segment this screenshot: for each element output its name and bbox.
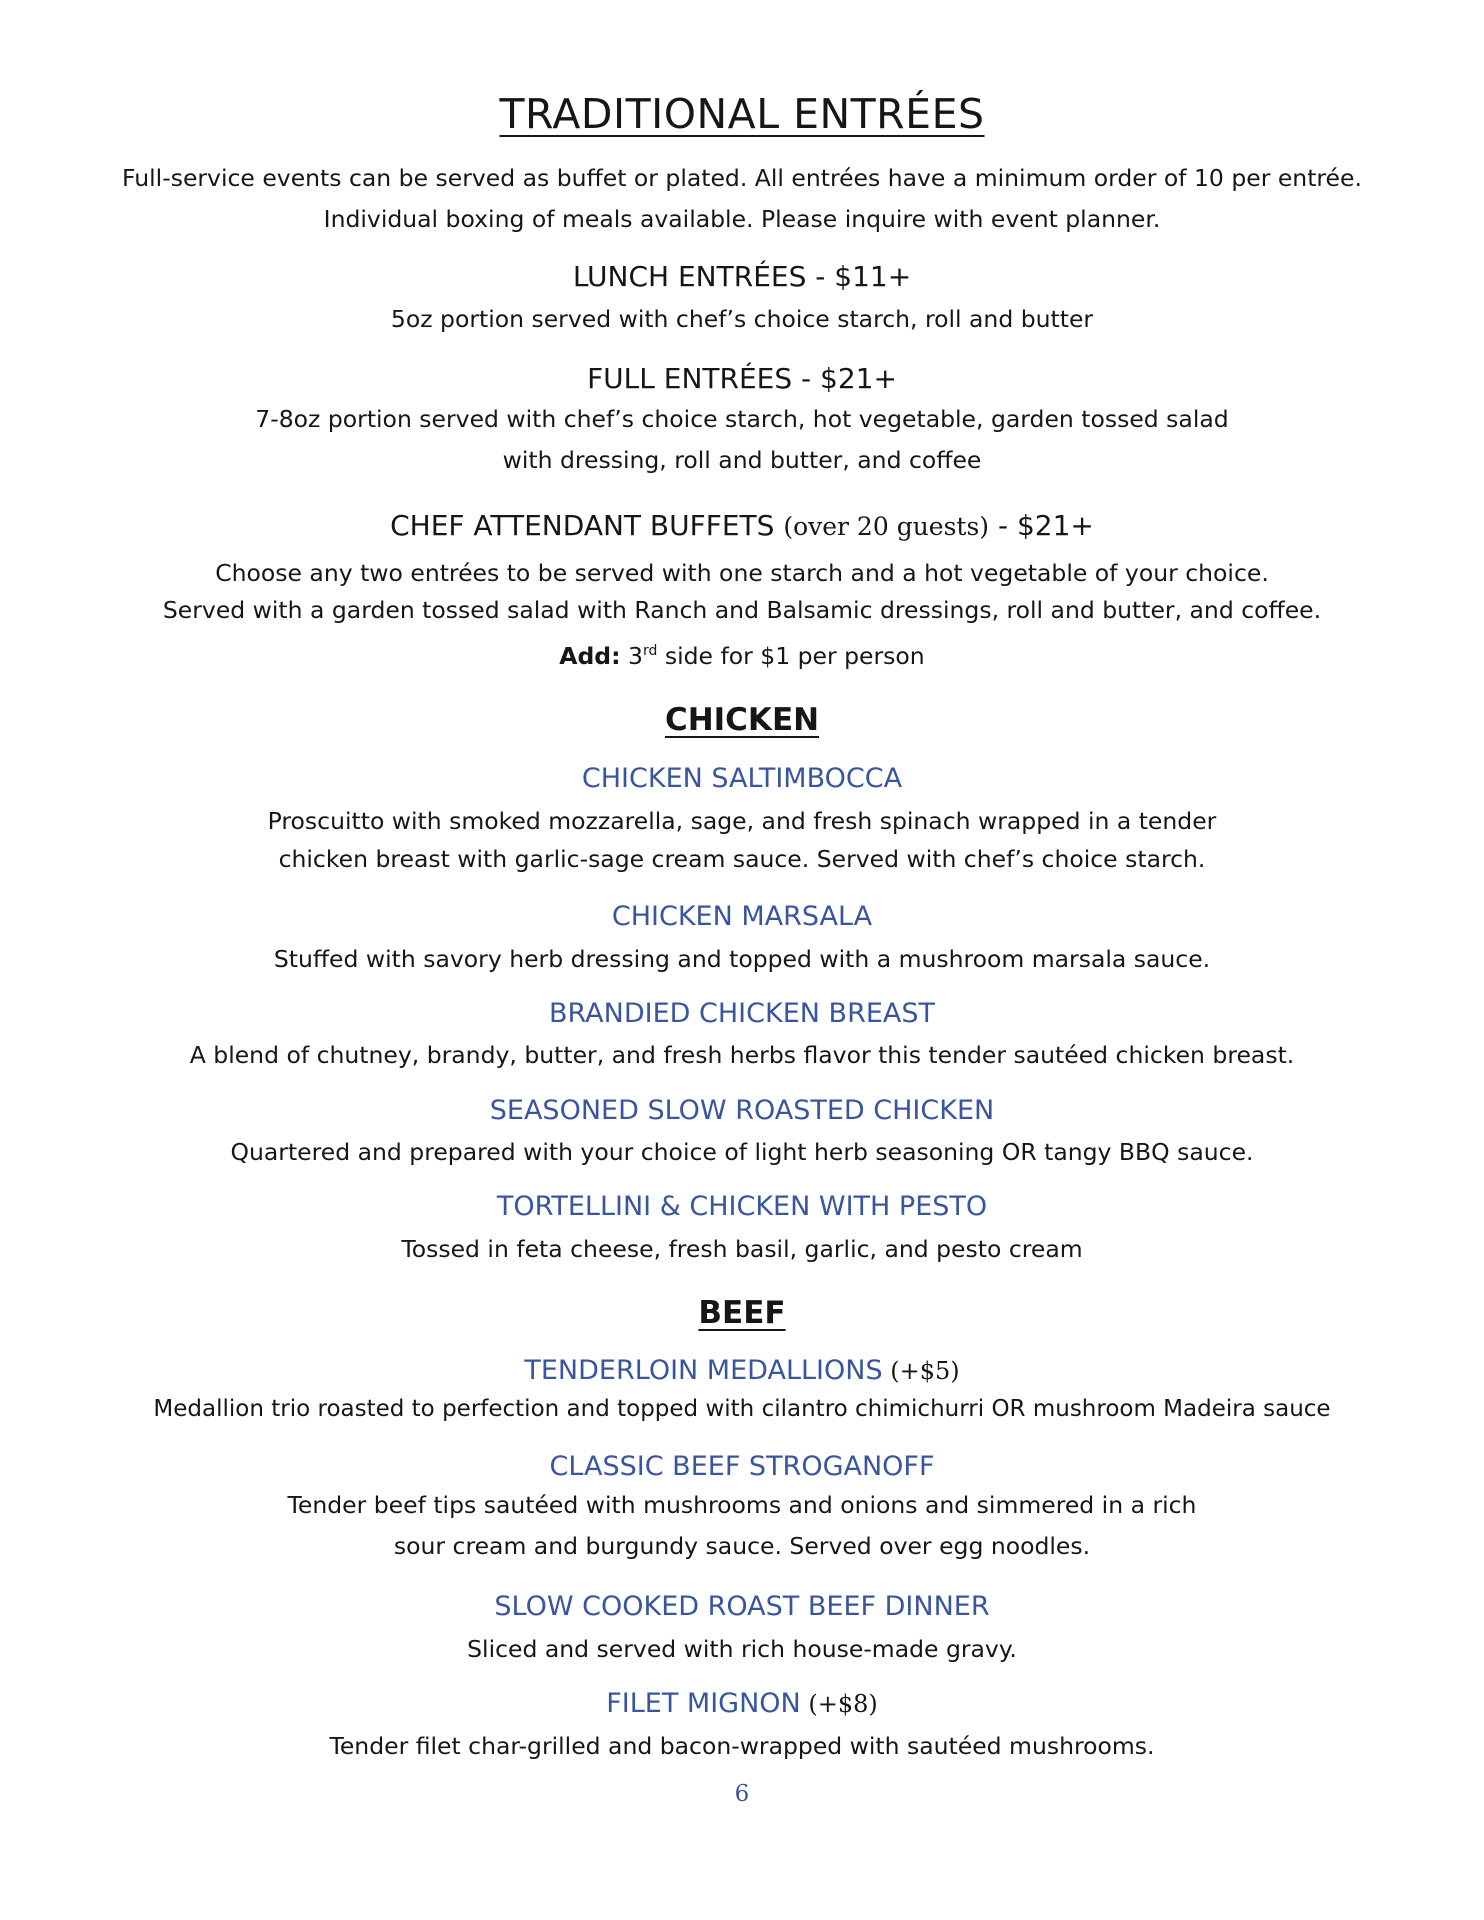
buffet-add-line — [0, 641, 1484, 671]
beef-item-2-name: CLASSIC BEEF STROGANOFF — [549, 1451, 935, 1482]
buffet-add-superscript: rd — [642, 643, 658, 660]
buffet-add-number: 3 — [628, 642, 643, 670]
buffet-heading-price: - $21+ — [989, 509, 1094, 542]
buffet-heading-note: (over 20 guests) — [783, 512, 990, 541]
full-description-1: 7-8oz portion served with chef’s choice starch, hot vegetable, garden tossed salad — [255, 405, 1229, 433]
beef-item-2-desc-1: Tender beef tips sautéed with mushrooms and onions and simmered in a rich — [287, 1491, 1197, 1519]
beef-item-3-desc-1: Sliced and served with rich house-made gravy. — [467, 1635, 1017, 1663]
chicken-item-4-desc-1: Quartered and prepared with your choice of light herb seasoning OR tangy BBQ sauce. — [230, 1138, 1254, 1166]
chicken-item-1-desc-2: chicken breast with garlic-sage cream sauce. Served with chef’s choice starch. — [278, 845, 1206, 873]
page-number: 6 — [734, 1781, 750, 1807]
page-title — [0, 90, 1484, 138]
buffet-description-1: Choose any two entrées to be served with one starch and a hot vegetable of your choice. — [215, 559, 1269, 587]
page-title-text: TRADITIONAL ENTRÉES — [499, 90, 985, 138]
buffet-add-label: Add: — [559, 642, 621, 670]
chicken-item-1-desc-1: Proscuitto with smoked mozzarella, sage, and fresh spinach wrapped in a tender — [267, 807, 1217, 835]
beef-item-1-upcharge: (+$5) — [882, 1357, 960, 1385]
chicken-section-heading — [0, 701, 1484, 739]
chicken-item-2-name: CHICKEN MARSALA — [611, 901, 873, 932]
beef-item-1-desc-1: Medallion trio roasted to perfection and topped with cilantro chimichurri OR mushroom Madeira sauce — [153, 1396, 1331, 1422]
chicken-item-3-name: BRANDIED CHICKEN BREAST — [548, 998, 935, 1029]
chicken-item-1-name: CHICKEN SALTIMBOCCA — [581, 763, 903, 794]
beef-item-4-name: FILET MIGNON — [606, 1688, 801, 1719]
chicken-item-2-desc-1: Stuffed with savory herb dressing and topped with a mushroom marsala sauce. — [273, 945, 1211, 973]
beef-item-4-upcharge: (+$8) — [800, 1690, 878, 1718]
intro-line-2: Individual boxing of meals available. Please inquire with event planner. — [323, 205, 1161, 233]
full-heading: FULL ENTRÉES - $21+ — [587, 362, 897, 395]
lunch-description: 5oz portion served with chef’s choice starch, roll and butter — [390, 305, 1094, 333]
chicken-item-3-desc-1: A blend of chutney, brandy, butter, and fresh herbs flavor this tender sautéed chicken breast. — [189, 1041, 1295, 1069]
full-description-2: with dressing, roll and butter, and coffee — [502, 446, 982, 474]
beef-item-1-name-line — [0, 1354, 1484, 1388]
buffet-heading — [0, 509, 1484, 544]
chicken-item-5-name: TORTELLINI & CHICKEN WITH PESTO — [496, 1191, 988, 1222]
buffet-add-text: side for $1 per person — [657, 642, 925, 670]
beef-item-3-name: SLOW COOKED ROAST BEEF DINNER — [494, 1591, 990, 1622]
beef-item-4-name-line — [0, 1687, 1484, 1721]
lunch-heading: LUNCH ENTRÉES - $11+ — [572, 260, 912, 293]
chicken-item-5-desc-1: Tossed in feta cheese, fresh basil, garlic, and pesto cream — [401, 1235, 1083, 1263]
buffet-description-2: Served with a garden tossed salad with Ranch and Balsamic dressings, roll and butter, and coffee. — [162, 596, 1322, 624]
chicken-section-heading-text: CHICKEN — [664, 702, 820, 738]
beef-item-1-name: TENDERLOIN MEDALLIONS — [524, 1355, 883, 1386]
buffet-heading-title: CHEF ATTENDANT BUFFETS — [390, 509, 775, 542]
beef-item-2-desc-2: sour cream and burgundy sauce. Served over egg noodles. — [393, 1532, 1091, 1560]
beef-item-4-desc-1: Tender filet char-grilled and bacon-wrapped with sautéed mushrooms. — [329, 1732, 1155, 1760]
beef-section-heading-text: BEEF — [698, 1295, 786, 1331]
intro-line-1: Full-service events can be served as buffet or plated. All entrées have a minimum order of 10 per entrée. — [122, 164, 1362, 192]
beef-section-heading — [0, 1294, 1484, 1332]
chicken-item-4-name: SEASONED SLOW ROASTED CHICKEN — [489, 1095, 995, 1126]
